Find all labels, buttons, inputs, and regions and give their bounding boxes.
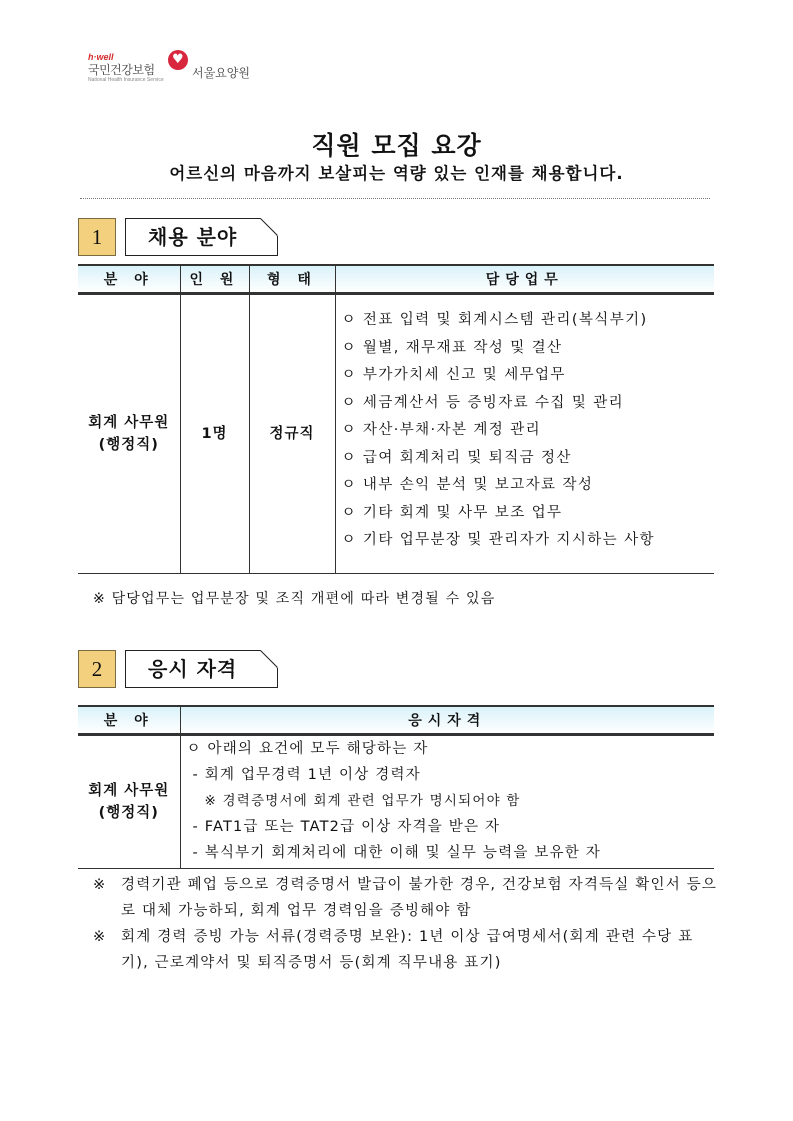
field-category: (행정직): [98, 805, 159, 821]
table-row: [78, 735, 714, 869]
duties-note: ※ 담당업무는 업무분장 및 조직 개편에 따라 변경될 수 있음: [93, 591, 496, 607]
page-subtitle: 어르신의 마음까지 보살피는 역량 있는 인재를 채용합니다.: [169, 164, 624, 183]
duty-item: ㅇ 급여 회계처리 및 퇴직금 정산: [341, 449, 572, 466]
folded-corner-icon: [260, 650, 278, 668]
divider: [80, 198, 710, 199]
reference-mark-icon: ※: [93, 877, 107, 893]
qualification-item: - 복식부기 회계처리에 대한 이해 및 실무 능력을 보유한 자: [192, 845, 601, 861]
field-cell: [78, 294, 180, 574]
section-label-text: 응시 자격: [148, 657, 238, 681]
section-label: [125, 218, 278, 256]
col-header-type: 형 태: [249, 265, 335, 294]
field-category: (행정직): [98, 436, 159, 453]
col-header-count: 인 원: [180, 265, 249, 294]
duty-item: ㅇ 월별, 재무재표 작성 및 결산: [341, 339, 563, 356]
col-header-field: 분 야: [78, 265, 180, 294]
duty-item: ㅇ 세금계산서 등 증빙자료 수집 및 관리: [341, 394, 625, 411]
field-cell: [78, 735, 180, 869]
duty-item: ㅇ 전표 입력 및 회계시스템 관리(복식부기): [341, 312, 648, 328]
col-header-field: 분 야: [78, 706, 180, 735]
reference-mark-icon: ※: [93, 929, 107, 945]
org-subname: National Health Insurance Service: [88, 77, 164, 83]
folded-corner-icon: [260, 218, 278, 236]
qualification-item: - FAT1급 또는 TAT2급 이상 자격을 받은 자: [192, 819, 501, 835]
qualification-cell: [180, 735, 714, 869]
qualification-item: - 회계 업무경력 1년 이상 경력자: [192, 767, 421, 783]
recruitment-field-table: [78, 264, 714, 574]
section-number: 2: [78, 650, 116, 688]
duty-item: ㅇ 부가가치세 신고 및 세무업무: [341, 367, 566, 383]
col-header-qualification: 응시자격: [180, 706, 714, 735]
brand-tag: h·well: [88, 52, 114, 62]
org-name: 국민건강보험: [88, 63, 155, 77]
note-item: [93, 872, 718, 924]
count-cell: 1명: [180, 294, 249, 574]
duty-item: ㅇ 기타 회계 및 사무 보조 업무: [341, 504, 563, 521]
section-label: [125, 650, 278, 688]
qualification-notes: [93, 872, 718, 976]
field-name: 회계 사무원: [88, 414, 170, 431]
note-text: 회계 경력 증빙 가능 서류(경력증명 보완): 1년 이상 급여명세서(회계 관련 수당 표기), 근로계약서 및 퇴직증명서 등(회계 직무내용 표기): [121, 929, 694, 971]
heart-icon: [168, 50, 188, 70]
section-label-text: 채용 분야: [148, 225, 238, 249]
qualification-table: [78, 705, 714, 869]
table-row: [78, 294, 714, 574]
note-item: [93, 924, 718, 976]
duty-item: ㅇ 내부 손익 분석 및 보고자료 작성: [341, 477, 594, 493]
duty-item: ㅇ 자산·부채·자본 계정 관리: [341, 422, 542, 438]
duty-item: ㅇ 기타 업무분장 및 관리자가 지시하는 사항: [341, 532, 655, 548]
branch-name: 서울요양원: [192, 66, 250, 80]
section-number: 1: [78, 218, 116, 256]
note-text: 경력기관 폐업 등으로 경력증명서 발급이 불가한 경우, 건강보험 자격득실 확인서 등으로 대체 가능하되, 회계 업무 경력임을 증빙해야 함: [121, 877, 718, 919]
duties-cell: [335, 294, 714, 574]
col-header-duties: 담당업무: [335, 265, 714, 294]
page-title: 직원 모집 요강: [311, 131, 482, 160]
qualification-item: ㅇ 아래의 요건에 모두 해당하는 자: [186, 741, 429, 757]
qualification-subnote: ※ 경력증명서에 회계 관련 업무가 명시되어야 함: [204, 793, 521, 809]
type-cell: 정규직: [249, 294, 335, 574]
field-name: 회계 사무원: [88, 783, 170, 799]
organization-logo: [82, 44, 262, 94]
